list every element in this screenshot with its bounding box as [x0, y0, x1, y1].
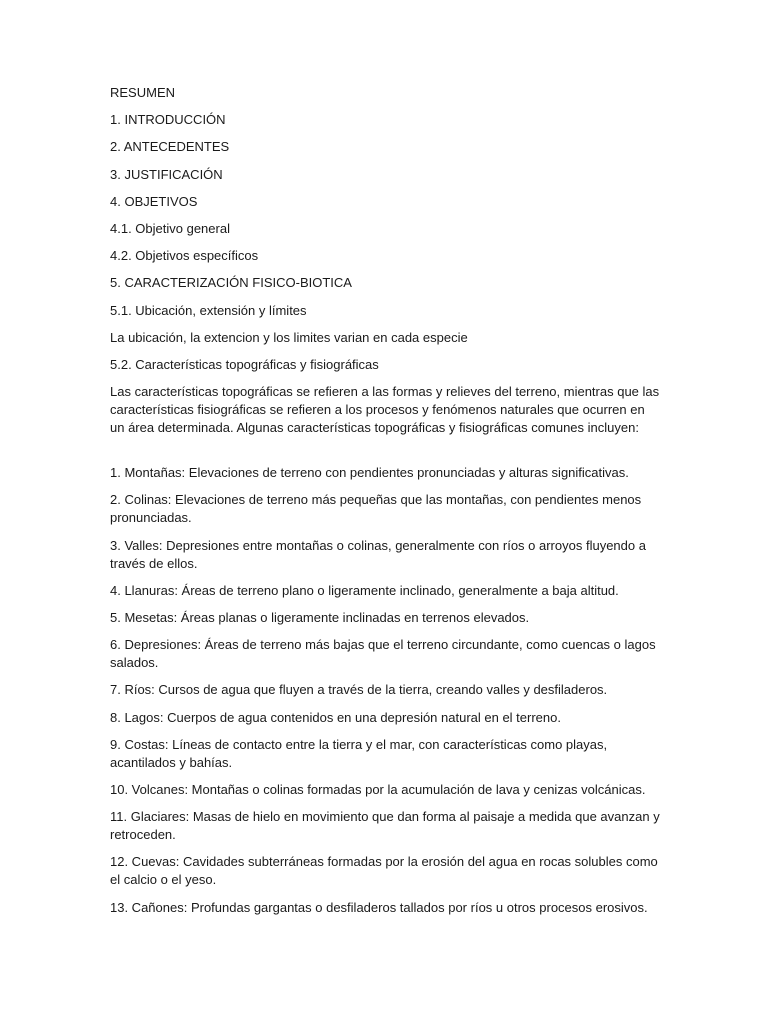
list-item: 9. Costas: Líneas de contacto entre la tierra y el mar, con características como playas, acantilados y bahías. [110, 736, 608, 770]
document-body [110, 84, 662, 926]
toc-ubicacion: 5.1. Ubicación, extensión y límites [110, 302, 307, 318]
list-item: 11. Glaciares: Masas de hielo en movimiento que dan forma al paisaje a medida que avanzan y retroceden. [110, 809, 660, 843]
toc-objetivo-general: 4.1. Objetivo general [110, 220, 230, 236]
toc-objetivos-especificos: 4.2. Objetivos específicos [110, 248, 259, 264]
list-item: 7. Ríos: Cursos de agua que fluyen a través de la tierra, creando valles y desfiladeros. [110, 682, 608, 698]
intro-paragraph: Las características topográficas se refieren a las formas y relieves del terreno, mientras que las características fisiográficas se refieren a los procesos y fenómenos naturales que ocurren en un área determinada. Algunas características topográficas y fisiográficas comunes incluyen: [110, 384, 660, 436]
list-item: 13. Cañones: Profundas gargantas o desfiladeros tallados por ríos u otros procesos erosivos. [110, 899, 648, 915]
ubicacion-text: La ubicación, la extencion y los limites varian en cada especie [110, 329, 468, 345]
list-item: 2. Colinas: Elevaciones de terreno más pequeñas que las montañas, con pendientes menos pronunciadas. [110, 492, 642, 526]
list-item: 10. Volcanes: Montañas o colinas formadas por la acumulación de lava y cenizas volcánicas. [110, 781, 646, 797]
list-item: 1. Montañas: Elevaciones de terreno con pendientes pronunciadas y alturas significativas. [110, 465, 629, 481]
toc-antecedentes: 2. ANTECEDENTES [110, 139, 230, 155]
toc-objetivos: 4. OBJETIVOS [110, 193, 198, 209]
features-list [110, 464, 662, 916]
list-item: 12. Cuevas: Cavidades subterráneas formadas por la erosión del agua en rocas solubles como el calcio o el yeso. [110, 854, 658, 888]
blank-line [110, 446, 662, 464]
toc-resumen: RESUMEN [110, 85, 176, 100]
toc-caracterizacion: 5. CARACTERIZACIÓN FISICO-BIOTICA [110, 275, 352, 291]
list-item: 3. Valles: Depresiones entre montañas o colinas, generalmente con ríos o arroyos fluyendo a través de ellos. [110, 537, 646, 571]
section-heading-topograficas: 5.2. Características topográficas y fisiográficas [110, 356, 379, 372]
list-item: 4. Llanuras: Áreas de terreno plano o ligeramente inclinado, generalmente a baja altitud. [110, 582, 619, 598]
list-item: 8. Lagos: Cuerpos de agua contenidos en una depresión natural en el terreno. [110, 709, 561, 725]
toc-justificacion: 3. JUSTIFICACIÓN [110, 166, 223, 182]
list-item: 6. Depresiones: Áreas de terreno más bajas que el terreno circundante, como cuencas o lagos salados. [110, 637, 656, 671]
toc-introduccion: 1. INTRODUCCIÓN [110, 112, 226, 128]
list-item: 5. Mesetas: Áreas planas o ligeramente inclinadas en terrenos elevados. [110, 610, 530, 625]
